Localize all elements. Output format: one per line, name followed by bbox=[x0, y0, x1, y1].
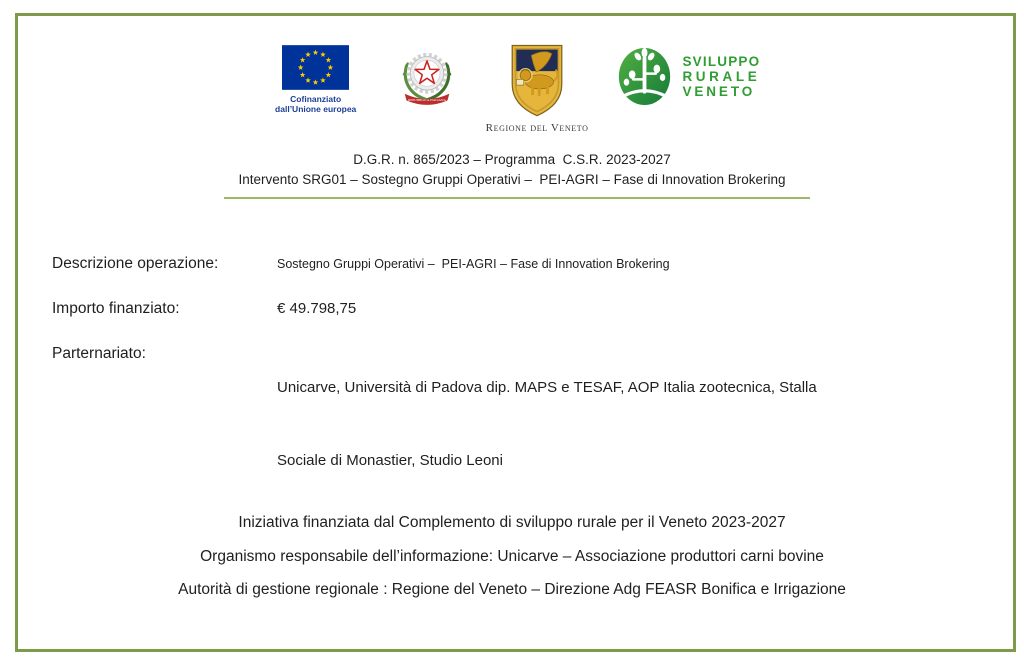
footer-line1: Iniziativa finanziata dal Complemento di sviluppo rurale per il Veneto 2023-2027 bbox=[238, 514, 786, 531]
veneto-logo-caption: Regione del Veneto bbox=[485, 122, 589, 134]
program-header-line2: Intervento SRG01 – Sostegno Gruppi Operativi – PEI-AGRI – Fase di Innovation Brokering bbox=[238, 172, 786, 187]
italian-republic-emblem bbox=[396, 46, 458, 108]
italy-emblem-icon bbox=[396, 46, 458, 108]
detail-row-descrizione bbox=[52, 255, 984, 273]
eu-logo-caption bbox=[275, 94, 356, 114]
eu-caption-line1: Cofinanziato bbox=[290, 94, 342, 104]
srv-text-line1: SVILUPPO bbox=[682, 54, 761, 69]
detail-row-parternariato bbox=[52, 345, 984, 503]
operation-details bbox=[52, 255, 984, 530]
eu-flag-icon bbox=[282, 45, 349, 90]
footer-line3: Autorità di gestione regionale : Regione del Veneto – Direzione Adg FEASR Bonifica e Irrigazione bbox=[178, 581, 846, 598]
detail-value bbox=[277, 345, 817, 503]
srv-text-line3: VENETO bbox=[682, 84, 756, 99]
eu-caption-line2: dall’Unione europea bbox=[275, 104, 357, 114]
header-underline bbox=[224, 197, 810, 199]
detail-value: Sostegno Gruppi Operativi – PEI-AGRI – Fase di Innovation Brokering bbox=[277, 257, 670, 271]
srv-tree-icon bbox=[616, 46, 673, 107]
eu-cofinanced-logo bbox=[264, 45, 368, 114]
detail-label: Parternariato: bbox=[52, 345, 146, 362]
detail-label: Importo finanziato: bbox=[52, 300, 180, 317]
detail-row-importo bbox=[52, 300, 984, 318]
footer-notes bbox=[0, 506, 1024, 607]
sviluppo-rurale-veneto-logo bbox=[616, 46, 760, 107]
footer-line2: Organismo responsabile dell’informazione: Unicarve – Associazione produttori carni bovine bbox=[200, 547, 824, 565]
regione-veneto-logo bbox=[486, 43, 589, 134]
italy-ribbon-text: REPUBBLICA ITALIANA bbox=[407, 98, 446, 103]
srv-text-line2: RURALE bbox=[682, 69, 761, 84]
logo-row bbox=[0, 45, 1024, 134]
partner-line2: Sociale di Monastier, Studio Leoni bbox=[277, 452, 503, 469]
veneto-crest-icon bbox=[508, 43, 566, 119]
detail-value: € 49.798,75 bbox=[277, 300, 357, 317]
detail-label: Descrizione operazione: bbox=[52, 255, 219, 272]
partner-line1: Unicarve, Università di Padova dip. MAPS e TESAF, AOP Italia zootecnica, Stalla bbox=[277, 379, 817, 396]
program-header bbox=[0, 150, 1024, 190]
srv-logo-text bbox=[682, 54, 760, 99]
program-header-line1: D.G.R. n. 865/2023 – Programma C.S.R. 2023-2027 bbox=[353, 152, 671, 167]
